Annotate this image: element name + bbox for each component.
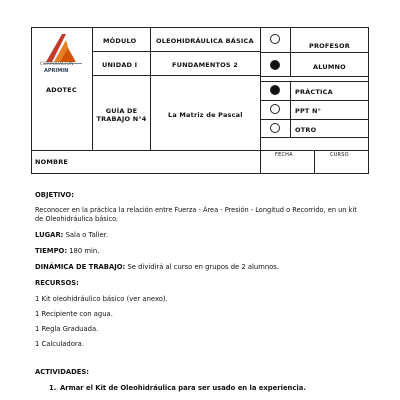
option-alumno: ALUMNO	[313, 63, 346, 71]
radio-practica[interactable]	[270, 85, 280, 95]
unit-label: UNIDAD I	[102, 61, 138, 69]
module-value: OLEOHIDRÁULICA BÁSICA	[156, 37, 254, 45]
guide-title: La Matriz de Pascal	[168, 111, 243, 119]
unit-value: FUNDAMENTOS 2	[172, 61, 238, 69]
option-practica: PRÁCTICA	[295, 88, 333, 96]
activities-heading: ACTIVIDADES:	[35, 368, 90, 376]
option-otro: OTRO	[295, 126, 317, 134]
activity-number: 1.	[49, 384, 57, 392]
role-col-line	[290, 27, 291, 77]
logo-org-text: CORPORACIÓN	[40, 62, 74, 67]
radio-ppt[interactable]	[270, 104, 280, 114]
radio-otro[interactable]	[270, 123, 280, 133]
time-value: 180 min.	[69, 247, 100, 255]
objective-line-1: Reconocer en la práctica la relación entre Fuerza - Área - Presión - Longitud o Recorrido, en un kit	[35, 206, 357, 214]
place-value: Sala o Taller.	[65, 231, 109, 239]
radio-alumno[interactable]	[270, 60, 280, 70]
resource-item: 1 Recipiente con agua.	[35, 310, 113, 318]
dynamic-line	[35, 263, 279, 272]
name-label: NOMBRE	[35, 158, 69, 166]
guide-label-line2: TRABAJO N°4	[96, 115, 147, 123]
course-label: CURSO	[330, 152, 349, 158]
time-label: TIEMPO:	[35, 247, 68, 255]
name-row-line	[31, 150, 369, 151]
guide-label-line1: GUÍA DE	[105, 107, 138, 115]
dynamic-label: DINÁMICA DE TRABAJO:	[35, 263, 126, 271]
time-line	[35, 247, 99, 256]
logo-brand-text: APRIMIN	[44, 68, 69, 74]
date-label: FECHA	[275, 152, 293, 158]
resource-item: 1 Kit oleohidráulico básico (ver anexo).	[35, 295, 168, 303]
objective-heading: OBJETIVO:	[35, 191, 74, 199]
role-divider	[260, 52, 369, 53]
dynamic-value: Se dividirá al curso en grupos de 2 alumnos.	[127, 263, 279, 271]
module-label: MÓDULO	[103, 37, 137, 45]
row-line-1	[93, 51, 260, 52]
type-divider-1	[260, 100, 369, 101]
radio-profesor[interactable]	[270, 34, 280, 44]
activity-text: Armar el Kit de Oleohidráulica para ser usado en la experiencia.	[60, 384, 306, 392]
row-line-2	[93, 75, 260, 76]
option-profesor: PROFESOR	[309, 42, 350, 50]
type-divider-2	[260, 119, 369, 120]
resource-item: 1 Regla Graduada.	[35, 325, 99, 333]
col-line-mid	[150, 27, 151, 150]
place-line	[35, 231, 108, 240]
date-col-line	[314, 150, 315, 174]
type-col-line	[290, 81, 291, 138]
resources-heading: RECURSOS:	[35, 279, 79, 287]
objective-line-2: de Oleohidráulica básico.	[35, 215, 119, 223]
option-ppt: PPT N°	[295, 107, 322, 115]
org-label: ADOTEC	[46, 86, 77, 94]
resource-item: 1 Calculadora.	[35, 340, 84, 348]
place-label: LUGAR:	[35, 231, 64, 239]
